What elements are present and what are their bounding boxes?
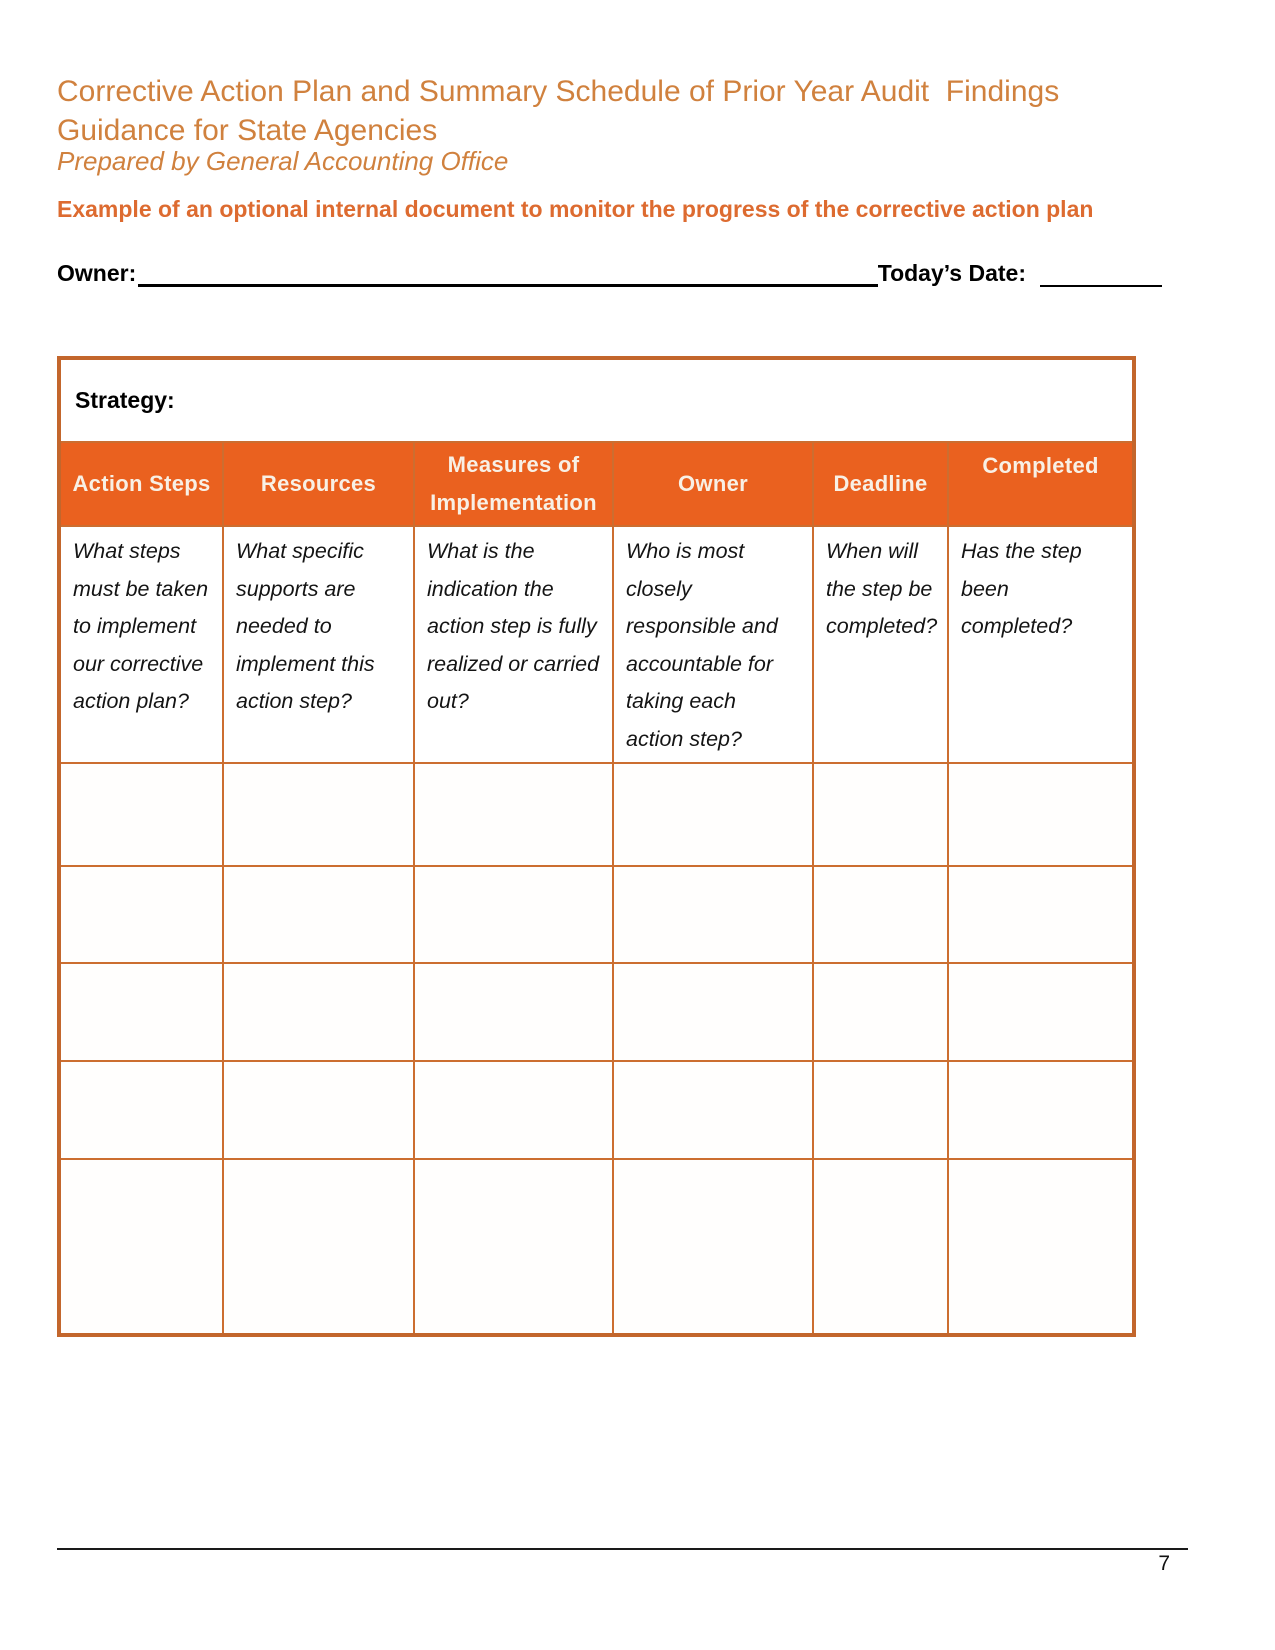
plan-cell[interactable]	[59, 866, 223, 963]
plan-row-3	[59, 963, 1134, 1061]
plan-row-5	[59, 1159, 1134, 1335]
plan-cell[interactable]	[414, 866, 613, 963]
plan-cell[interactable]	[948, 763, 1134, 866]
date-value-line[interactable]	[1040, 260, 1162, 287]
description-resources	[223, 526, 414, 763]
description-deadline	[813, 526, 948, 763]
plan-cell[interactable]	[223, 1159, 414, 1335]
column-header-owner: Owner	[613, 442, 813, 526]
plan-cell[interactable]	[59, 1159, 223, 1335]
plan-cell[interactable]	[613, 963, 813, 1061]
plan-cell[interactable]	[948, 1159, 1134, 1335]
plan-cell[interactable]	[948, 1061, 1134, 1159]
plan-row-1	[59, 763, 1134, 866]
description-text: What steps must be taken to implement our corrective action plan?	[73, 539, 209, 713]
plan-cell[interactable]	[59, 963, 223, 1061]
column-header-action-steps: Action Steps	[59, 442, 223, 526]
description-text: Has the step been completed?	[961, 539, 1082, 638]
plan-cell[interactable]	[414, 763, 613, 866]
page-number: 7	[1158, 1552, 1170, 1575]
title-line-2: Guidance for State Agencies	[57, 114, 438, 147]
plan-cell[interactable]	[223, 963, 414, 1061]
plan-cell[interactable]	[813, 1061, 948, 1159]
plan-cell[interactable]	[613, 1159, 813, 1335]
column-header-resources: Resources	[223, 442, 414, 526]
plan-row-4	[59, 1061, 1134, 1159]
column-description-row	[59, 526, 1134, 763]
description-text: What specific supports are needed to implement this action step?	[236, 539, 375, 713]
owner-label: Owner:	[57, 260, 137, 286]
plan-cell[interactable]	[223, 763, 414, 866]
strategy-row	[59, 358, 1134, 442]
strategy-label: Strategy:	[75, 387, 175, 413]
description-completed	[948, 526, 1134, 763]
column-header-deadline: Deadline	[813, 442, 948, 526]
plan-cell[interactable]	[414, 1159, 613, 1335]
owner-date-row	[57, 260, 1162, 287]
strategy-cell[interactable]	[59, 358, 1134, 442]
footer-divider	[57, 1548, 1188, 1550]
plan-cell[interactable]	[813, 866, 948, 963]
corrective-action-plan-table	[57, 356, 1136, 1337]
description-owner	[613, 526, 813, 763]
title-line-1: Corrective Action Plan and Summary Schedule of Prior Year Audit Findings	[57, 75, 1060, 108]
intro-note: Example of an optional internal document to monitor the progress of the corrective action plan	[57, 196, 1094, 222]
plan-cell[interactable]	[813, 963, 948, 1061]
table-header-row	[59, 442, 1134, 526]
prepared-by-subtitle: Prepared by General Accounting Office	[57, 146, 509, 176]
plan-cell[interactable]	[613, 866, 813, 963]
plan-cell[interactable]	[948, 866, 1134, 963]
plan-cell[interactable]	[613, 763, 813, 866]
plan-cell[interactable]	[414, 1061, 613, 1159]
owner-value-line[interactable]	[138, 260, 878, 287]
plan-cell[interactable]	[414, 963, 613, 1061]
description-text: What is the indication the action step is fully realized or carried out?	[427, 539, 600, 713]
plan-cell[interactable]	[813, 763, 948, 866]
plan-cell[interactable]	[813, 1159, 948, 1335]
column-header-measures: Measures of Implementation	[414, 442, 613, 526]
plan-cell[interactable]	[223, 866, 414, 963]
plan-cell[interactable]	[59, 1061, 223, 1159]
description-measures	[414, 526, 613, 763]
plan-cell[interactable]	[223, 1061, 414, 1159]
todays-date-label: Today’s Date:	[877, 260, 1026, 286]
plan-cell[interactable]	[948, 963, 1134, 1061]
plan-cell[interactable]	[613, 1061, 813, 1159]
plan-row-2	[59, 866, 1134, 963]
column-header-completed: Completed	[948, 442, 1134, 526]
description-text: Who is most closely responsible and accountable for taking each action step?	[626, 539, 778, 751]
plan-cell[interactable]	[59, 763, 223, 866]
page-title	[57, 72, 1157, 150]
description-text: When will the step be completed?	[826, 539, 938, 638]
description-action-steps	[59, 526, 223, 763]
